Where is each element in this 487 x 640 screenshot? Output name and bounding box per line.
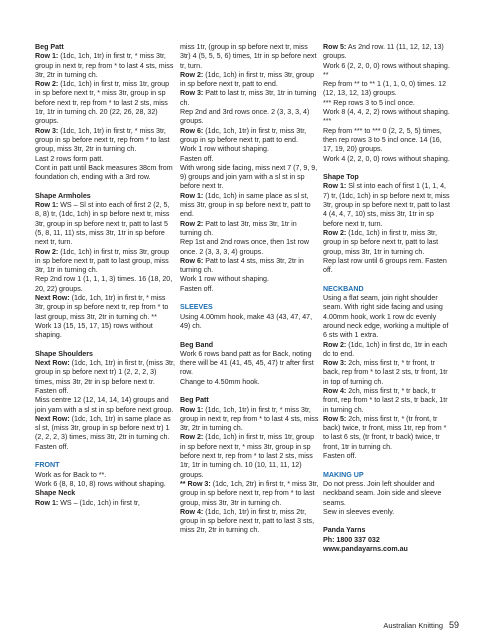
instruction-paragraph xyxy=(180,433,320,479)
instruction-paragraph xyxy=(35,396,175,415)
instruction-text: Work 1 row without shaping. xyxy=(180,145,269,154)
section-heading: FRONT xyxy=(35,461,60,470)
spacer xyxy=(35,182,175,191)
instruction-text: Fasten off. xyxy=(35,386,69,395)
spacer xyxy=(35,341,175,350)
instruction-paragraph xyxy=(180,508,320,536)
subheading: www.pandayarns.com.au xyxy=(323,545,408,554)
column-2 xyxy=(180,43,320,536)
instruction-text: Cont in patt until Back measures 38cm from foundation ch, ending with a 3rd row. xyxy=(35,163,173,182)
instruction-text: (1dc, 1ch, 1tr) in first tr, * miss 3tr, group in sp before next tr, rep from * to last group, miss 3tr, 2tr in turning ch. ** xyxy=(35,294,169,321)
instruction-text: 2ch, miss first tr, * tr front, tr back, rep from * to last 2 sts, tr front, 1tr in top of turning ch. xyxy=(323,359,448,386)
row-label: Row 1: xyxy=(180,405,204,414)
instruction-paragraph xyxy=(35,164,175,183)
column-1 xyxy=(35,43,175,508)
instruction-paragraph xyxy=(180,406,320,434)
instruction-text: Rep 2nd and 3rd rows once. 2 (3, 3, 3, 4) groups. xyxy=(180,108,310,126)
row-label: Row 2: xyxy=(35,80,59,89)
instruction-text: Work 6 rows band patt as for Back, noting there will be 41 (41, 45, 45, 47) tr after first row. xyxy=(180,349,314,377)
instruction-text: Rep from ** to ** 1 (1, 1, 0, 0) times. 12 (12, 13, 12, 13) groups. xyxy=(323,80,447,98)
instruction-paragraph xyxy=(35,387,175,396)
spacer xyxy=(180,387,320,396)
instruction-paragraph xyxy=(323,480,453,508)
instruction-text: Change to 4.50mm hook. xyxy=(180,377,260,386)
instruction-paragraph xyxy=(323,182,453,228)
instruction-text: (1dc, 1ch, 1tr) in first tr, * miss 3tr, group in next tr, rep from * to last 4 sts, miss 3tr, 2tr in turning ch. xyxy=(180,405,319,433)
instruction-text: (1dc, 1ch, 1tr) in first tr, * miss 3tr, group in next tr, rep from * to last 4 sts, miss 3tr, 2tr in turning ch. xyxy=(35,52,174,79)
instruction-text: Fasten off. xyxy=(180,154,214,163)
section-heading: SLEEVES xyxy=(180,303,213,312)
instruction-paragraph xyxy=(323,80,453,99)
page-footer xyxy=(383,620,459,630)
instruction-paragraph xyxy=(35,248,175,276)
row-label: Row 2: xyxy=(180,70,204,79)
instruction-text: Fasten off. xyxy=(323,452,357,461)
instruction-paragraph xyxy=(180,313,320,332)
instruction-paragraph xyxy=(35,80,175,126)
instruction-text: (1dc, 1ch) in first tr, miss 1tr, group in sp before next tr, * miss 3tr, group in sp before next tr, rep from * to last 2 sts, miss 1tr, 1tr in turning ch. 10 (10, 11, 11, 12) groups. xyxy=(180,433,315,479)
instruction-paragraph xyxy=(180,220,320,239)
row-label: Row 2: xyxy=(35,247,59,256)
instruction-paragraph xyxy=(323,127,453,155)
instruction-paragraph xyxy=(180,378,320,387)
instruction-text: Patt to last tr, miss 3tr, 1tr in turning ch. xyxy=(180,89,317,107)
row-label: Row 2: xyxy=(180,219,204,228)
instruction-paragraph xyxy=(35,201,175,247)
instruction-text: Miss centre 12 (12, 14, 14, 14) groups and join yarn with a sl st in sp before next group. xyxy=(35,396,174,414)
subheading: Ph: 1800 337 032 xyxy=(323,535,380,544)
instruction-text: (1dc, 1ch, 1tr) in first tr, miss 3tr, group in sp before next tr, patt to end. xyxy=(180,126,307,144)
instruction-paragraph xyxy=(323,508,453,517)
instruction-paragraph xyxy=(180,89,320,108)
instruction-paragraph xyxy=(180,350,320,378)
row-label: Row 2: xyxy=(180,433,204,442)
instruction-text: Patt to last 4 sts, miss 3tr, 2tr in turning ch. xyxy=(180,256,304,275)
instruction-text: Rep 2nd row 1 (1, 1, 1, 3) times. 16 (18, 20, 20, 22) groups. xyxy=(35,275,173,293)
row-label: Row 1: xyxy=(35,201,59,210)
instruction-paragraph xyxy=(323,341,453,360)
instruction-text: Fasten off. xyxy=(180,284,214,293)
instruction-text: Rep 1st and 2nd rows once, then 1st row once. 2 (3, 3, 3, 4) groups. xyxy=(180,238,309,256)
instruction-paragraph xyxy=(35,294,175,322)
row-label: Row 1: xyxy=(35,498,59,507)
row-label: Row 6: xyxy=(180,126,204,135)
instruction-paragraph xyxy=(180,43,320,71)
instruction-text: miss 1tr, (group in sp before next tr, miss 3tr) 4 (5, 5, 5, 6) times, 1tr in sp before next tr, turn. xyxy=(180,43,317,70)
instruction-paragraph xyxy=(35,52,175,80)
instruction-text: Using a flat seam, join right shoulder seam. With right side facing and using 4.00mm hook, work 1 row dc evenly around neck edge, working a multiple of 6 sts with 1 extra. xyxy=(323,294,449,340)
subheading: Shape Top xyxy=(323,173,359,182)
page-number: 59 xyxy=(448,620,459,630)
instruction-paragraph xyxy=(323,43,453,62)
instruction-text: (1dc, 1ch, 1tr) in first tr, miss 2tr, group in sp before next tr, patt to last 3 sts, miss 2tr, 2tr in turning ch. xyxy=(180,507,315,535)
instruction-text: Work 6 (2, 2, 0, 0) rows without shaping. ** xyxy=(323,61,450,79)
instruction-paragraph xyxy=(323,62,453,81)
row-label: Row 1: xyxy=(35,52,59,61)
spacer xyxy=(180,294,320,303)
row-label: Row 3: xyxy=(323,359,347,368)
instruction-text: (1dc, 1ch, 1tr) in first tr, (miss 3tr, group in sp before next tr) 1 (2, 2, 2, 3) times, miss 3tr, 2tr in sp before next tr. xyxy=(35,359,175,386)
instruction-text: Sew in sleeves evenly. xyxy=(323,507,395,516)
row-label: Row 3: xyxy=(35,126,59,135)
row-label: Row 3: xyxy=(180,89,204,98)
instruction-text: (1dc, 1ch, 1tr) in same place as sl st, (miss 3tr, group in sp before next tr) 1 (2, 2, 2, 3) times, miss 3tr, 2tr in turning ch. Fasten off. xyxy=(35,414,171,451)
spacer xyxy=(323,461,453,470)
subheading: Panda Yarns xyxy=(323,526,366,535)
instruction-paragraph xyxy=(180,155,320,164)
instruction-paragraph xyxy=(35,322,175,341)
instruction-text: (1dc, 1ch, 1tr) in first tr, * miss 3tr, group in sp before next tr, rep from * to last group, miss 3tr, 2tr in turning ch. xyxy=(35,126,170,154)
row-label: Next Row: xyxy=(35,294,70,303)
row-label: Row 4: xyxy=(323,386,347,395)
instruction-text: 2ch, miss first tr, * (tr front, tr back) twice, tr front, miss 1tr, rep from * to last 6 sts, (tr front, tr back) twice, tr front, 1tr in turning ch. xyxy=(323,414,447,451)
column-3 xyxy=(323,43,453,554)
magazine-title: Australian Knitting xyxy=(383,621,443,630)
section-heading: MAKING UP xyxy=(323,470,364,479)
instruction-paragraph xyxy=(35,415,175,452)
row-label: Row 2: xyxy=(323,340,347,349)
instruction-paragraph xyxy=(180,108,320,127)
instruction-text: Rep last row until 6 groups rem. Fasten off. xyxy=(323,256,447,275)
instruction-paragraph xyxy=(180,480,320,508)
instruction-paragraph xyxy=(35,471,175,480)
instruction-text: Using 4.00mm hook, make 43 (43, 47, 47, 49) ch. xyxy=(180,312,313,330)
subheading: Shape Shoulders xyxy=(35,349,93,358)
instruction-text: (1dc, 1ch) in first tr, miss 3tr, group in sp before next tr, patt to last group, miss 3tr, 1tr in turning ch. xyxy=(35,247,170,275)
instruction-text: WS – Sl st into each of first 2 (2, 5, 8, 8) tr, (1dc, 1ch) in sp before next tr, miss 3tr, group in sp before next tr, patt to last 5 (5, 8, 11, 11) sts, miss 3tr, 1tr in sp before next tr, turn. xyxy=(35,201,170,247)
row-label: Row 6: xyxy=(180,256,204,265)
instruction-paragraph xyxy=(180,257,320,276)
instruction-paragraph xyxy=(35,359,175,387)
subheading: Beg Patt xyxy=(180,396,209,405)
row-label: Row 5: xyxy=(323,43,347,51)
instruction-text: (1dc, 1ch) in first tr, miss 3tr, group in sp before next tr, patt to last group, miss 3tr, 1tr in turning ch. xyxy=(323,228,439,256)
instruction-text: Rep from *** to *** 0 (2, 2, 5, 5) times, then rep rows 3 to 5 incl once. 14 (16, 17, 19, 20) groups. xyxy=(323,126,442,154)
subheading: Beg Patt xyxy=(35,43,64,51)
instruction-text: With wrong side facing, miss next 7 (7, 9, 9, 9) groups and join yarn with a sl st in sp before next tr. xyxy=(180,163,318,191)
instruction-paragraph xyxy=(180,238,320,257)
row-label: Next Row: xyxy=(35,414,70,423)
instruction-text: Do not press. Join left shoulder and neckband seam. Join side and sleeve seams. xyxy=(323,479,442,507)
row-label: Next Row: xyxy=(35,359,70,368)
instruction-paragraph xyxy=(180,145,320,154)
instruction-paragraph xyxy=(35,499,175,508)
subheading: Shape Armholes xyxy=(35,191,91,200)
instruction-text: (1dc, 1ch) in same place as sl st, miss 3tr, group in sp before next tr, patt to end. xyxy=(180,191,311,219)
instruction-paragraph xyxy=(35,480,175,489)
spacer xyxy=(323,517,453,526)
instruction-text: *** Rep rows 3 to 5 incl once. xyxy=(323,98,415,107)
row-label: Row 4: xyxy=(180,507,204,516)
row-label: Row 1: xyxy=(323,182,347,191)
instruction-text: (1dc, 1ch) in first tr, miss 3tr, group in sp before next tr, patt to end. xyxy=(180,70,315,89)
spacer xyxy=(323,164,453,173)
instruction-paragraph xyxy=(180,164,320,192)
instruction-text: Work 4 (2, 2, 0, 0) rows without shaping. xyxy=(323,154,450,163)
instruction-paragraph xyxy=(323,229,453,257)
instruction-paragraph xyxy=(323,257,453,276)
instruction-paragraph xyxy=(180,285,320,294)
instruction-paragraph xyxy=(323,294,453,340)
section-heading: NECKBAND xyxy=(323,284,364,293)
instruction-text: Work 13 (15, 15, 17, 15) rows without shaping. xyxy=(35,321,153,340)
instruction-text: Patt to last 3tr, miss 3tr, 1tr in turning ch. xyxy=(180,219,297,237)
row-label: ** Row 3: xyxy=(180,479,211,488)
instruction-text: (1dc, 1ch, 2tr) in first tr, * miss 3tr, group in sp before next tr, rep from * to last group, miss 3tr, 3tr in turning ch. xyxy=(180,479,319,507)
row-label: Row 1: xyxy=(180,191,204,200)
subheading: Beg Band xyxy=(180,340,214,349)
instruction-paragraph xyxy=(323,108,453,127)
instruction-text: Work 1 row without shaping. xyxy=(180,275,269,284)
row-label: Row 2: xyxy=(323,228,347,237)
instruction-text: WS – (1dc, 1ch) in first tr, xyxy=(58,498,140,507)
subheading: Shape Neck xyxy=(35,489,76,498)
instruction-paragraph xyxy=(35,127,175,155)
spacer xyxy=(180,331,320,340)
instruction-paragraph xyxy=(180,127,320,146)
instruction-text: (1dc, 1ch) in first tr, miss 1tr, group in sp before next tr, * miss 3tr, group in sp before next tr, rep from * to last 2 sts, miss 1tr, 1tr in turning ch. 20 (22, 26, 28, 32) groups. xyxy=(35,80,170,126)
spacer xyxy=(323,275,453,284)
instruction-text: Sl st into each of first 1 (1, 1, 4, 7) tr, (1dc, 1ch) in sp before next tr, miss 3tr, group in sp before next tr, patt to last 4 (4, 4, 7, 10) sts, miss 3tr, 1tr in sp before next tr, turn. xyxy=(323,182,450,228)
row-label: Row 5: xyxy=(323,414,347,423)
instruction-paragraph xyxy=(35,155,175,164)
instruction-paragraph xyxy=(180,275,320,284)
instruction-paragraph xyxy=(323,99,453,108)
instruction-paragraph xyxy=(35,275,175,294)
instruction-text: Work 6 (8, 8, 10, 8) rows without shaping. xyxy=(35,479,166,488)
instruction-text: As 2nd row. 11 (11, 12, 12, 13) groups. xyxy=(323,43,444,61)
instruction-paragraph xyxy=(323,387,453,415)
instruction-paragraph xyxy=(323,155,453,164)
instruction-text: Work 8 (4, 4, 2, 2) rows without shaping. *** xyxy=(323,108,450,126)
instruction-text: Last 2 rows form patt. xyxy=(35,154,104,163)
spacer xyxy=(35,452,175,461)
instruction-text: 2ch, miss first tr, * tr back, tr front, rep from * to last 2 sts, tr back, 1tr in turning ch. xyxy=(323,386,448,414)
instruction-text: (1dc, 1ch) in first dc, 1tr in each dc to end. xyxy=(323,340,448,358)
instruction-paragraph xyxy=(180,71,320,90)
instruction-paragraph xyxy=(323,415,453,452)
instruction-paragraph xyxy=(180,192,320,220)
instruction-paragraph xyxy=(323,359,453,387)
instruction-paragraph xyxy=(323,452,453,461)
instruction-text: Work as for Back to **. xyxy=(35,470,107,479)
